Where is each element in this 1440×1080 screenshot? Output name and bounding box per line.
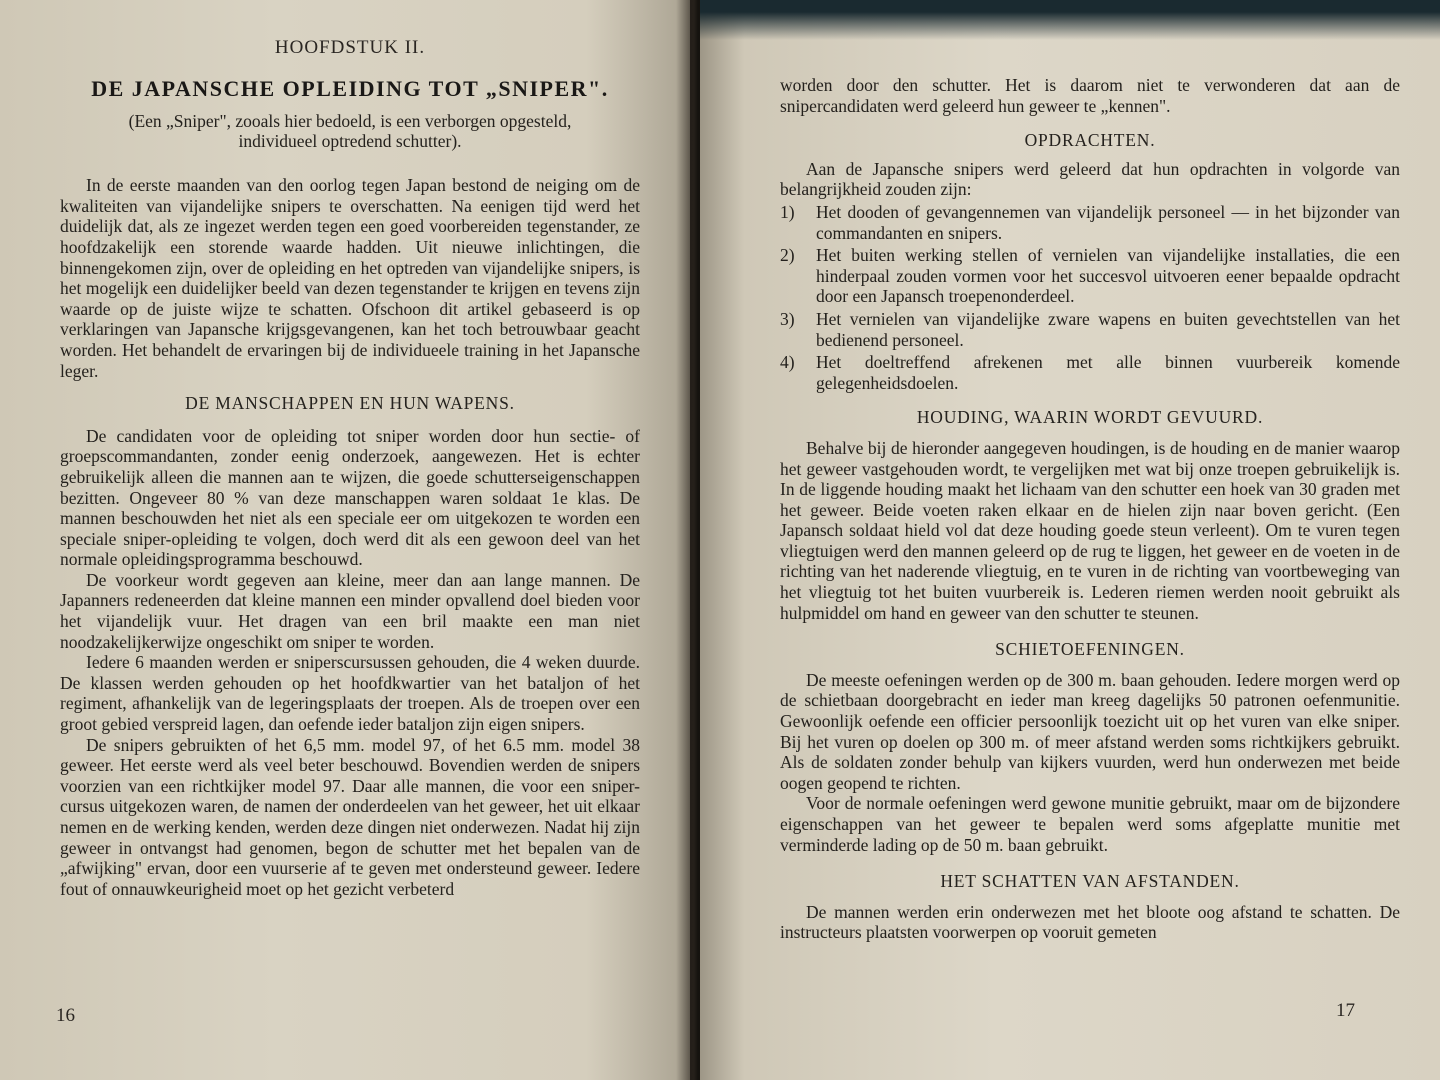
heading-opdrachten: OPDRACHTEN. bbox=[1024, 130, 1156, 151]
left-page-text bbox=[60, 38, 640, 899]
list-text: Het doeltreffend afrekenen met alle binnen vuurbereik komende gelegenheidsdoelen. bbox=[816, 352, 1400, 393]
continuation-text: worden door den schutter. Het is daarom niet te verwonderen dat aan de snipercandidaten werd geleerd hun geweer te „kennen". bbox=[780, 75, 1400, 116]
list-item bbox=[780, 202, 1400, 243]
background-edge bbox=[700, 0, 1440, 40]
chapter-title: DE JAPANSCHE OPLEIDING TOT „SNIPER". bbox=[91, 75, 609, 101]
list-number: 1) bbox=[780, 201, 795, 222]
paragraph: De candidaten voor de opleiding tot sniper worden door hun sectie- of groepscommandanten, zonder eenig onderzoek, aangewezen. Het is echter gebruikelijk alleen die mannen aan te wijzen, die goede schutterseigenschappen bezitten. Ongeveer 80 % van deze manschappen waren soldaat 1e klas. De mannen beschouwden het niet als een speciale eer om uitgekozen te worden een speciale sniper-opleiding te volgen, doch werd dit als een gewoon deel van het normale opleidingsprogramma beschouwd. bbox=[60, 425, 640, 570]
chapter-heading: HOOFDSTUK II. bbox=[274, 37, 426, 58]
right-page bbox=[700, 0, 1440, 1080]
list-text: Het vernielen van vijandelijke zware wapens en buiten gevechtstellen van het bedienend personeel. bbox=[816, 308, 1400, 350]
list-item bbox=[780, 245, 1400, 307]
opdrachten-intro: Aan de Japansche snipers werd geleerd dat hun opdrachten in volgorde van belangrijkheid zouden zijn: bbox=[780, 158, 1400, 200]
list-item bbox=[780, 309, 1400, 350]
heading-schatten: HET SCHATTEN VAN AFSTANDEN. bbox=[940, 871, 1240, 892]
list-item bbox=[780, 352, 1400, 393]
list-text: Het buiten werking stellen of vernielen van vijandelijke installaties, die een hinderpaal zouden vormen voor het succesvol uitvoeren eener bepaalde opdracht door een Japansch troepenonderdeel. bbox=[816, 245, 1400, 307]
right-page-text bbox=[780, 75, 1400, 943]
list-number: 4) bbox=[780, 352, 795, 373]
heading-schietoefeningen: SCHIETOEFENINGEN. bbox=[995, 639, 1185, 660]
schietoefeningen-paragraph: De meeste oefeningen werden op de 300 m. baan gehouden. Iedere morgen werd op de schietbaan doorgebracht en ieder man kreeg dagelijks 50 patronen oefenmunitie. Gewoonlijk oefende een officier persoonlijk toezicht uit op het vuren van elke sniper. Bij het vuren op doelen op 300 m. of meer afstand werden soms richtkijkers gebruikt. Als de soldaten zonder behulp van kijkers vuurden, werd hun onderwezen met beide oogen geopend te richten. bbox=[780, 669, 1400, 793]
page-number-left: 16 bbox=[56, 1005, 75, 1026]
paragraph: Iedere 6 maanden werden er sniperscursussen gehouden, die 4 weken duurde. De klassen werden gehouden op het hoofdkwartier van het bataljon of het regiment, afhankelijk van de legeringsplaats der troepen. Als de troepen over een groot gebied verspreid lagen, dan oefende ieder bataljon zijn eigen snipers. bbox=[60, 652, 640, 735]
houding-paragraph: Behalve bij de hieronder aangegeven houdingen, is de houding en de manier waarop het geweer vastgehouden wordt, te vergelijken met wat bij onze troepen gebruikelijk is. In de liggende houding maakt het lichaam van den schutter een hoek van 30 graden met het geweer. Beide voeten raken elkaar en de hielen zijn naar boven gericht. (Een Japansch soldaat hield vol dat deze houding goede steun verleent). Om te vuren tegen vliegtuigen werd den mannen geleerd op de rug te liggen, het geweer en de voeten in de richting van het naderende vliegtuig, en te vuren in de richting van voortbeweging van het vliegtuig tot het buiten vuurbereik is. Lederen riemen werden nooit gebruikt als hulpmiddel om hand en geweer van den schutter te steunen. bbox=[780, 437, 1400, 623]
list-number: 2) bbox=[780, 245, 795, 266]
heading-houding: HOUDING, WAARIN WORDT GEVUURD. bbox=[916, 407, 1264, 428]
list-text: Het dooden of gevangennemen van vijandelijk personeel — in het bijzonder van commandanten en snipers. bbox=[816, 201, 1400, 243]
schietoefeningen-paragraph: Voor de normale oefeningen werd gewone munitie gebruikt, maar om de bijzondere eigenschappen van het geweer te bepalen werd soms afgeplatte munitie met verminderde lading op de 50 m. baan gebruikt. bbox=[780, 793, 1400, 855]
schatten-paragraph: De mannen werden erin onderwezen met het bloote oog afstand te schatten. De instructeurs plaatsten voorwerpen op vooruit gemeten bbox=[780, 901, 1400, 943]
paragraph: De voorkeur wordt gegeven aan kleine, meer dan aan lange mannen. De Japanners redeneerden dat kleine mannen een minder opvallend doel bieden voor het vijandelijk vuur. Het dragen van een bril maakte een man niet noodzakelijkerwijze ongeschikt om sniper te worden. bbox=[60, 569, 640, 652]
paragraph: De snipers gebruikten of het 6,5 mm. model 97, of het 6.5 mm. model 38 geweer. Het eerste werd als veel beter beschouwd. Bovendien werden de snipers voorzien van een richtkijker model 97. Daar alle mannen, die voor een sniper-cursus uitgekozen waren, de namen der onderdeelen van het geweer, het uit elkaar nemen en de werking kenden, werden deze dingen niet onderwezen. Nadat hij zijn geweer in ontvangst had genomen, begon de schutter met het bepalen van de „afwijking" ervan, door een vuurserie af te geven met ondersteund geweer. Iedere fout of onnauwkeurigheid moet op het gezicht verbeterd bbox=[60, 734, 640, 899]
page-number-right: 17 bbox=[1336, 1000, 1355, 1021]
section-heading-manschappen: DE MANSCHAPPEN EN HUN WAPENS. bbox=[185, 393, 515, 414]
left-page bbox=[0, 0, 690, 1080]
chapter-subtitle: (Een „Sniper", zooals hier bedoeld, is een verborgen opgesteld, individueel optredend schutter). bbox=[128, 111, 572, 152]
intro-paragraph: In de eerste maanden van den oorlog tegen Japan bestond de neiging om de kwaliteiten van vijandelijke snipers te overschatten. Na eenigen tijd werd het duidelijk dat, als ze ingezet werden tegen een goed voorbereiden tegenstander, ze hoofdzakelijk een storende waarde hadden. Uit nieuwe inlichtingen, die binnengekomen zijn, over de opleiding en het optreden van vijandelijke snipers, is het mogelijk een duidelijker beeld van dezen tegenstander te krijgen en tevens zijn waarde op de juiste wijze te schatten. Ofschoon dit artikel gebaseerd is op verklaringen van Japansche krijgsgevangenen, kan het toch betrouwbaar geacht worden. Het behandelt de ervaringen bij de individueele training in het Japansche leger. bbox=[60, 175, 640, 381]
list-number: 3) bbox=[780, 308, 795, 329]
